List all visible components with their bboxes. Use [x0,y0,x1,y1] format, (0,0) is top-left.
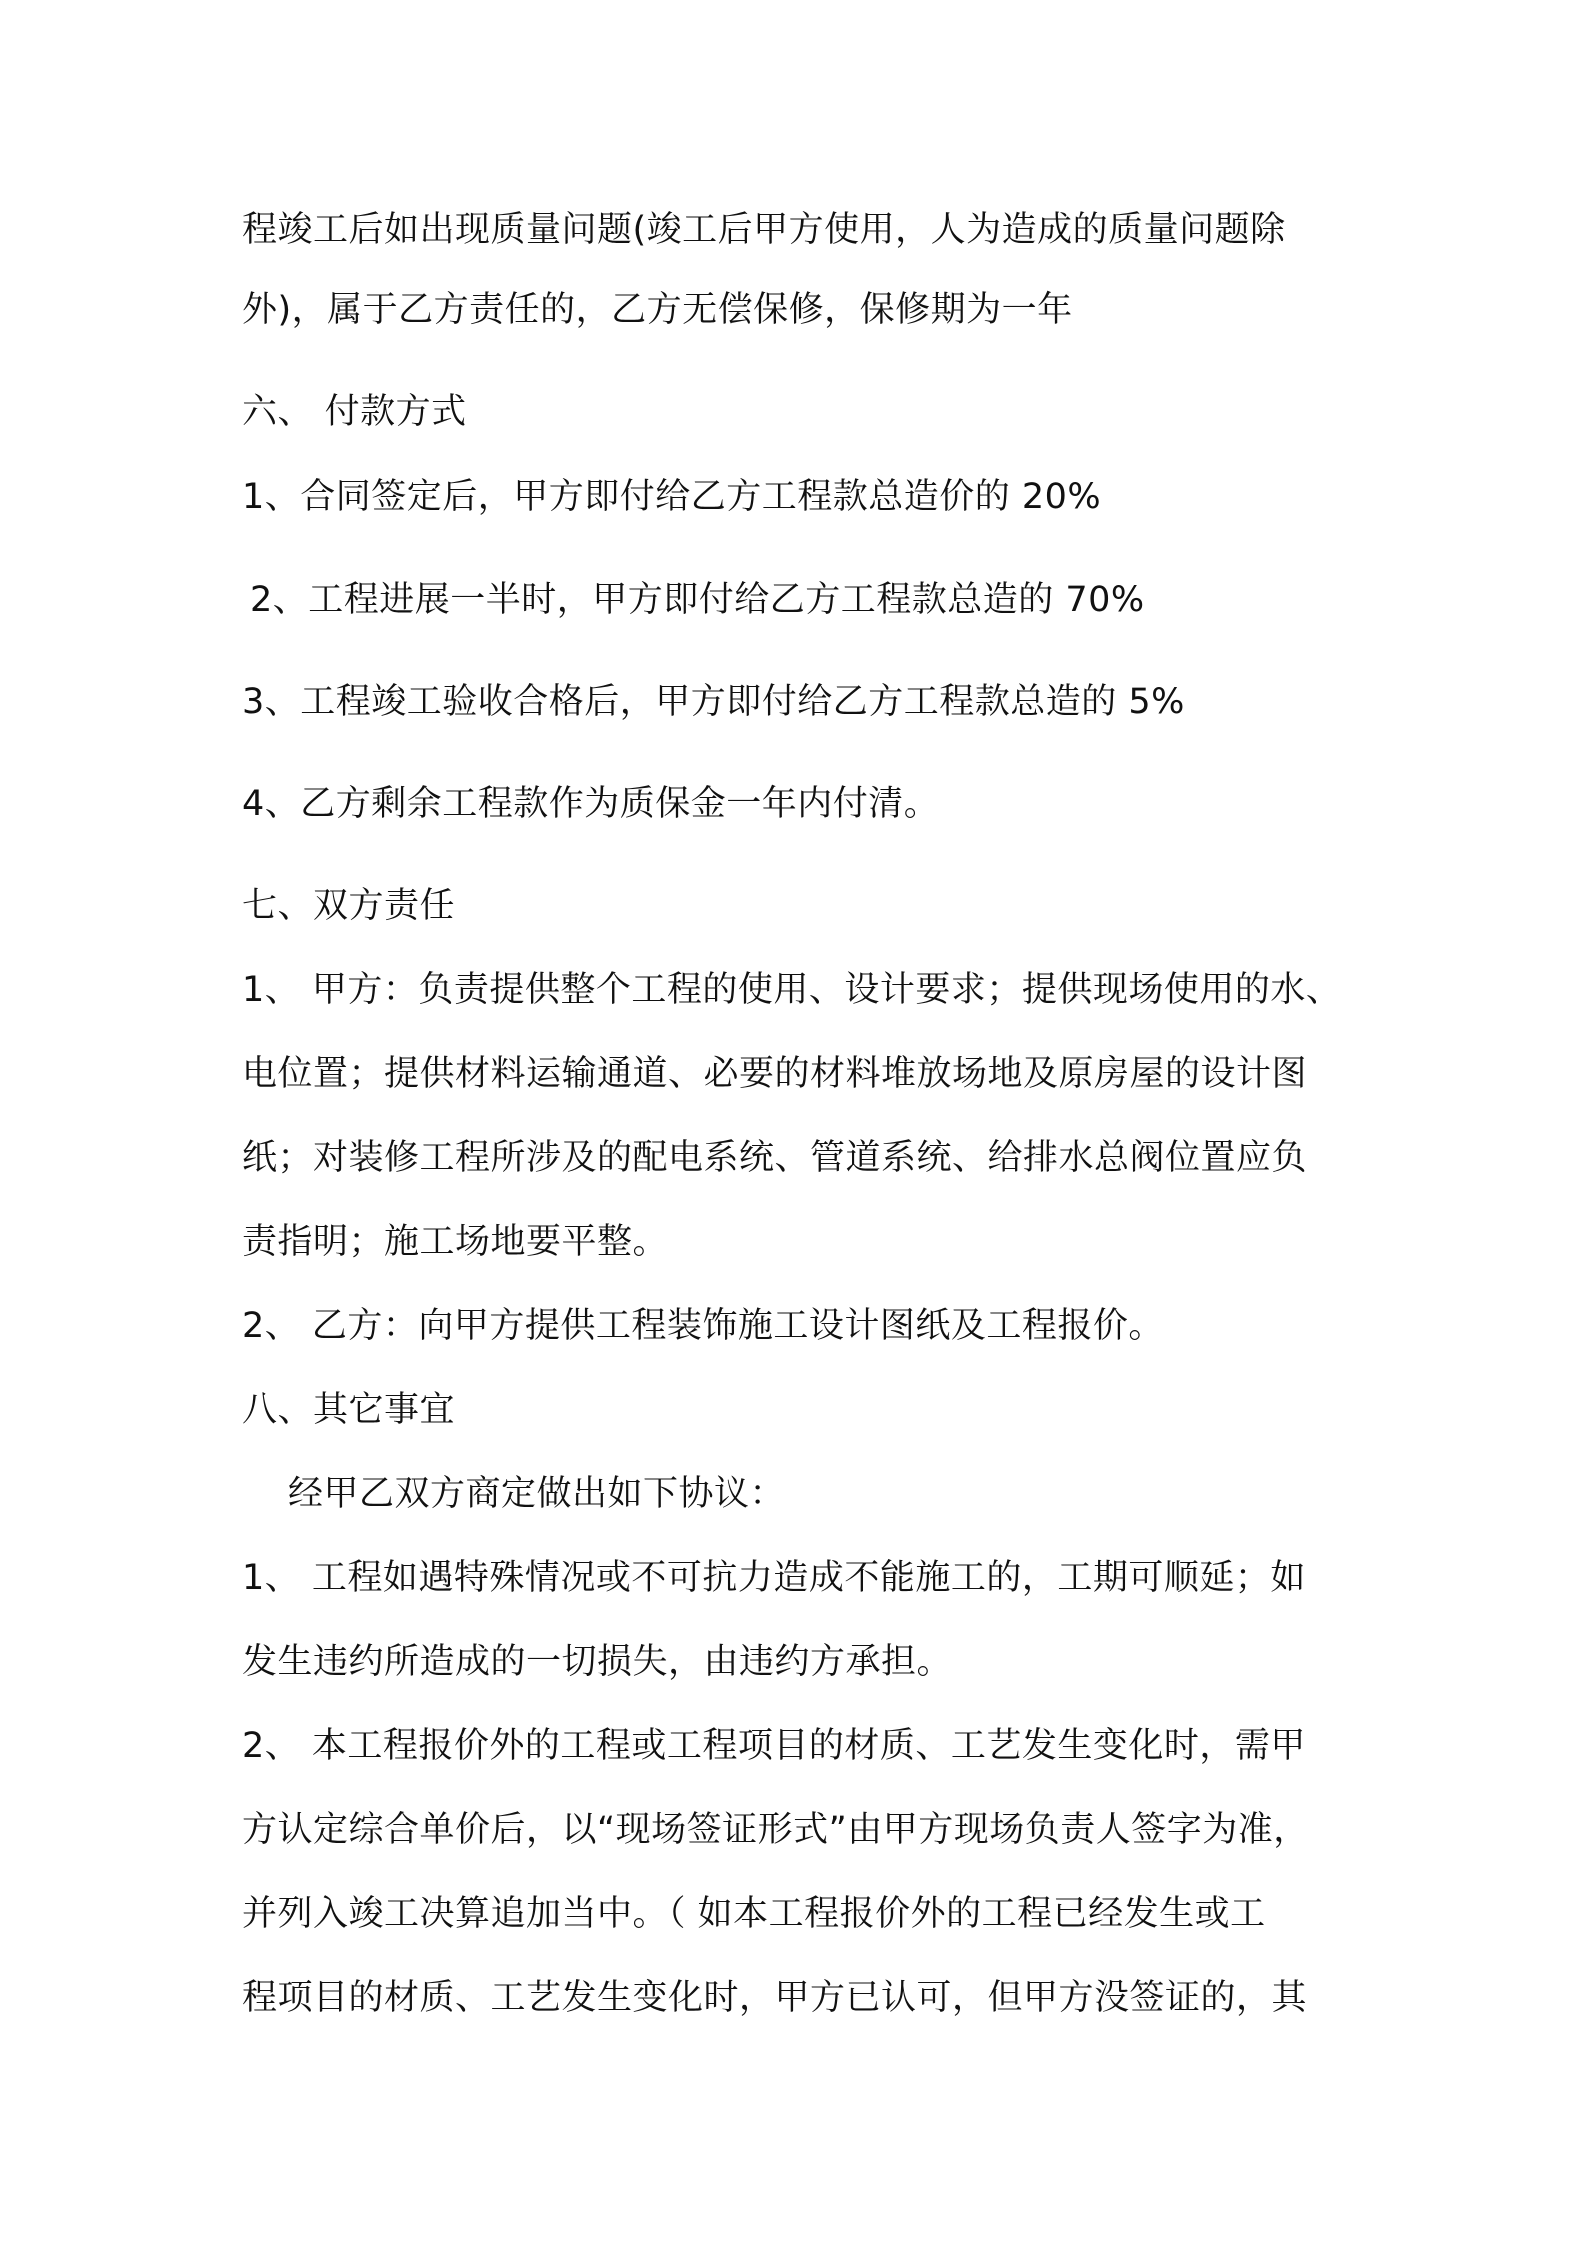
text-line: 1、 工程如遇特殊情况或不可抗力造成不能施工的，工期可顺延；如 [242,1558,1306,1598]
section-heading: 七、双方责任 [242,886,456,926]
text-line: 外)，属于乙方责任的，乙方无偿保修，保修期为一年 [242,290,1073,330]
text-line: 程竣工后如出现质量问题(竣工后甲方使用，人为造成的质量问题除 [242,210,1286,250]
text-line: 经甲乙双方商定做出如下协议： [288,1474,786,1514]
text-line: 并列入竣工决算追加当中。（ 如本工程报价外的工程已经发生或工 [242,1894,1266,1934]
text-line: 发生违约所造成的一切损失，由违约方承担。 [242,1642,953,1682]
text-line: 程项目的材质、工艺发生变化时，甲方已认可，但甲方没签证的，其 [242,1978,1308,2018]
text-line: 责指明；施工场地要平整。 [242,1222,669,1262]
section-heading: 六、 付款方式 [242,392,467,432]
text-line: 1、 甲方：负责提供整个工程的使用、设计要求；提供现场使用的水、 [242,970,1342,1010]
text-line: 电位置；提供材料运输通道、必要的材料堆放场地及原房屋的设计图 [242,1054,1308,1094]
text-line: 方认定综合单价后，以“现场签证形式”由甲方现场负责人签字为准， [242,1810,1309,1850]
text-line: 3、工程竣工验收合格后，甲方即付给乙方工程款总造的 5% [242,682,1185,722]
text-line: 4、乙方剩余工程款作为质保金一年内付清。 [242,784,940,824]
text-line: 1、合同签定后，甲方即付给乙方工程款总造价的 20% [242,477,1102,517]
section-heading: 八、其它事宜 [242,1390,456,1430]
text-line: 纸；对装修工程所涉及的配电系统、管道系统、给排水总阀位置应负 [242,1138,1308,1178]
text-line: 2、工程进展一半时，甲方即付给乙方工程款总造的 70% [250,580,1145,620]
text-line: 2、 乙方：向甲方提供工程装饰施工设计图纸及工程报价。 [242,1306,1164,1346]
text-line: 2、 本工程报价外的工程或工程项目的材质、工艺发生变化时，需甲 [242,1726,1306,1766]
